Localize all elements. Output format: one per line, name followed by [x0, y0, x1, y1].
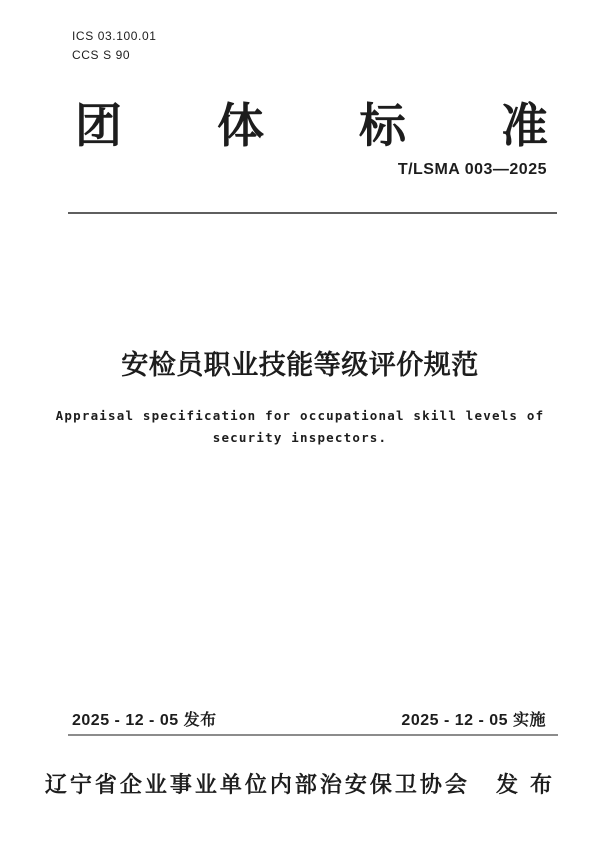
implementation-date: 2025 - 12 - 05 实施	[401, 712, 546, 729]
standard-title-chinese: 安检员职业技能等级评价规范	[121, 350, 479, 380]
standard-title-english	[0, 405, 600, 449]
doc-type-char: 准	[501, 99, 548, 152]
standard-number: T/LSMA 003—2025	[397, 161, 547, 178]
classification-codes	[72, 27, 157, 65]
doc-type-char: 体	[217, 99, 264, 152]
header-rule	[68, 212, 557, 214]
footer-rule	[68, 734, 558, 736]
publisher-row	[0, 771, 600, 798]
doc-type-char: 标	[359, 99, 406, 152]
ccs-code: CCS S 90	[72, 48, 131, 62]
ics-code: ICS 03.100.01	[72, 29, 157, 43]
publisher-name: 辽宁省企业事业单位内部治安保卫协会	[44, 772, 470, 797]
issue-date: 2025 - 12 - 05 发布	[72, 712, 217, 729]
dates-row	[72, 710, 546, 731]
publish-label: 发 布	[495, 772, 556, 797]
english-title-line: Appraisal specification for occupational skill levels of	[55, 408, 545, 423]
document-type-title	[75, 98, 548, 154]
english-title-line: security inspectors.	[212, 430, 388, 445]
doc-type-char: 团	[75, 99, 122, 152]
